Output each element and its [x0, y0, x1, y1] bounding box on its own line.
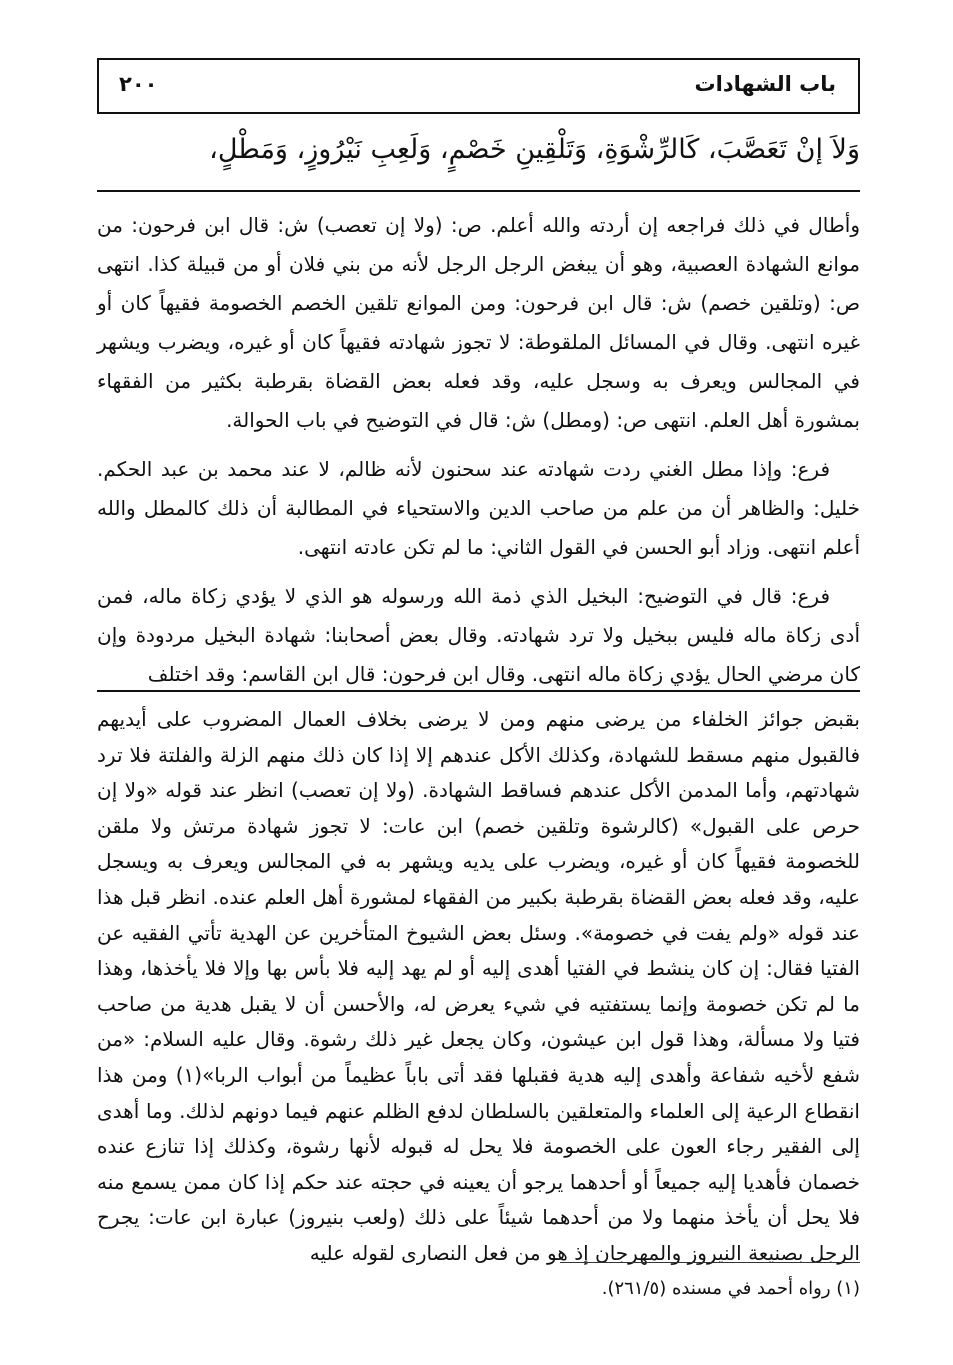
footnote: (١) رواه أحمد في مسنده (٢٦١/٥). — [601, 1278, 860, 1299]
divider-top — [97, 190, 860, 192]
commentary-paragraph: فرع: وإذا مطل الغني ردت شهادته عند سحنون لأنه ظالم، لا عند محمد بن عبد الحكم. خليل: والظاهر أن من علم من صاحب الدين والاستحياء في المطالبة أن ذلك كالمطل والله أعلم انتهى. وزاد أبو الحسن في القول الثاني: ما لم تكن عادته انتهى. — [97, 457, 860, 559]
page-number: ٢٠٠ — [119, 72, 158, 96]
lower-commentary-paragraph: بقبض جوائز الخلفاء من يرضى منهم ومن لا يرضى بخلاف العمال المضروب على أيديهم فالقبول منهم مسقط للشهادة، وكذلك الأكل عندهم إلا إذا كان ذلك منهم الزلة والفلتة فلا ترد شهادتهم، وأما المدمن الأكل عندهم فساقط الشهادة. (ولا إن تعصب) انظر عند قوله «ولا إن حرص على القبول» (كالرشوة وتلقين خصم) ابن عات: لا تجوز شهادة مرتش ولا ملقن للخصومة فقيهاً كان أو غيره، ويضرب على يديه ويشهر به في المجالس ويعرف به ويسجل عليه، وقد فعله بعض القضاة بقرطبة بكبير من الفقهاء لمشورة أهل العلم عنده. انظر قبل هذا عند قوله «ولم يفت في خصومة». وسئل بعض الشيوخ المتأخرين عن الهدية تأتي الفقيه عن الفتيا فقال: إن كان ينشط في الفتيا أهدى إليه أو لم يهد إليه فلا بأس بها وإلا فلا يأخذها، وهذا ما لم تكن خصومة وإنما يستفتيه في شيء يعرض له، والأحسن أن لا يقبل هدية من صاحب فتيا ولا مسألة، وهذا قول ابن عيشون، وكان يجعل غير ذلك رشوة. وقال عليه السلام: «من شفع لأخيه شفاعة وأهدى إليه هدية فقبلها فقد أتى باباً عظيماً من أبواب الربا»(١) ومن هذا انقطاع الرعية إلى العلماء والمتعلقين بالسلطان لدفع الظلم عنهم فيما دونهم لذلك. وما أهدى إلى الفقير رجاء العون على الخصومة فلا يحل له قبوله لأنها رشوة، وكذلك إذا تنازع عنده خصمان فأهديا إليه جميعاً أو أحدهما يرجو أن يعينه في حجته عند حكم إذا كان ممن يسمع منه فلا يحل أن يأخذ منهما ولا من أحدهما شيئاً على ذلك (ولعب بنيروز) عبارة ابن عات: يجرح الرجل بصنيعة النيروز والمهرجان إذ هو من فعل النصارى لقوله عليه — [97, 707, 861, 1265]
matn-text: وَلاَ إنْ تَعَصَّبَ، كَالرِّشْوَةِ، وَتَلْقِينِ خَصْمٍ، وَلَعِبِ نَيْرُوزٍ، وَمَطْلٍ، — [209, 134, 860, 165]
commentary-paragraph: فرع: قال في التوضيح: البخيل الذي ذمة الله ورسوله هو الذي لا يؤدي زكاة ماله، فمن أدى زكاة ماله فليس ببخيل ولا ترد شهادته. وقال بعض أصحابنا: شهادة البخيل مردودة وإن كان مرضي الحال يؤدي زكاة ماله انتهى. وقال ابن فرحون: قال ابن القاسم: وقد اختلف — [97, 584, 860, 686]
divider-middle — [97, 690, 860, 692]
commentary-paragraph: وأطال في ذلك فراجعه إن أردته والله أعلم. ص: (ولا إن تعصب) ش: قال ابن فرحون: من موانع الشهادة العصبية، وهو أن يبغض الرجل الرجل لأنه من بني فلان أو من قبيلة كذا. انتهى ص: (وتلقين خصم) ش: قال ابن فرحون: ومن الموانع تلقين الخصم الخصومة فقيهاً كان أو غيره انتهى. وقال في المسائل الملقوطة: لا تجوز شهادته فقيهاً كان أو غيره، ويضرب ويشهر في المجالس ويعرف به وسجل عليه، وقد فعله بعض القضاة بقرطبة بكثير من الفقهاء بمشورة أهل العلم. انتهى ص: (ومطل) ش: قال في التوضيح في باب الحوالة. — [97, 213, 860, 432]
commentary-section — [97, 206, 860, 694]
footnote-divider — [560, 1262, 860, 1263]
chapter-title: باب الشهادات — [694, 72, 836, 96]
lower-commentary-section — [97, 702, 860, 1272]
page-header — [97, 58, 860, 114]
